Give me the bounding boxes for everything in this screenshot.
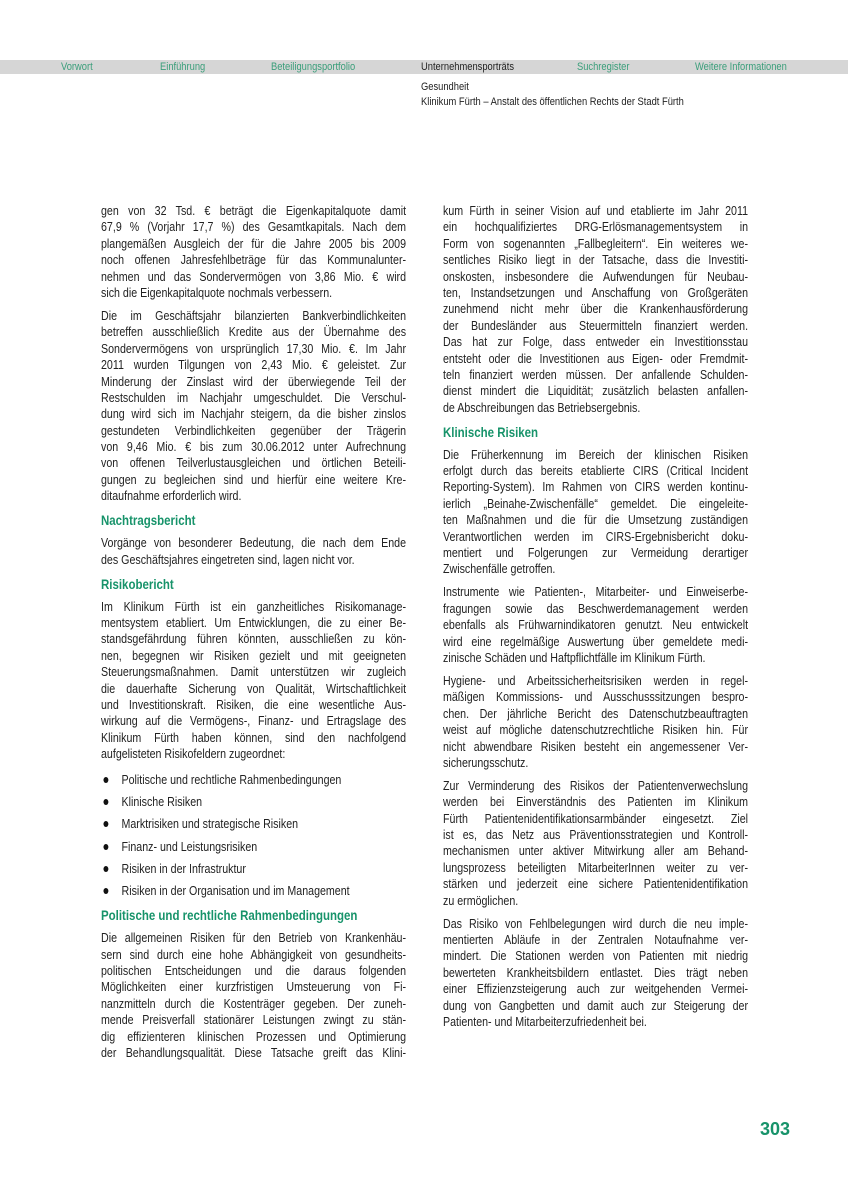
text-line: zu ermöglichen. (443, 892, 519, 908)
risk-field-list (101, 769, 406, 902)
text-line: standsgefährdung führen könnten, ausschließen zu kön- (101, 631, 407, 647)
text-line: wirkung auf die Vermögens-, Finanz- und Ertragslage des (101, 713, 407, 729)
text-line: Klinikum Fürth haben können, sind den nachfolgend (101, 729, 407, 745)
paragraph (443, 778, 748, 909)
text-line: Das Risiko von Fehlbelegungen wird durch die neu imple- (443, 915, 749, 931)
text-line: 67,9 % (Vorjahr 17,7 %) des Gesamtkapitals. Nach dem (101, 219, 407, 235)
text-line: Im Klinikum Fürth ist ein ganzheitliches Risikomanage- (101, 598, 407, 614)
text-line: Die allgemeinen Risiken für den Betrieb von Krankenhäu- (101, 930, 407, 946)
bullet-icon (103, 844, 108, 850)
nav-beteiligungsportfolio[interactable]: Beteiligungsportfolio (271, 61, 356, 73)
company-title: Klinikum Fürth – Anstalt des öffentlichen Rechts der Stadt Fürth (421, 96, 684, 108)
paragraph (443, 916, 748, 1031)
text-line: Hygiene- und Arbeitssicherheitsrisiken werden in regel- (443, 672, 749, 688)
text-line: mentsystem etabliert. Um Entwicklungen, die zu einer Be- (101, 614, 407, 630)
text-line: mentierten Abläufe in der Zentralen Notaufnahme ver- (443, 931, 749, 947)
text-line: noch offenen Jahresfehlbeträge für das Kommunalunter- (101, 252, 407, 268)
text-line: wird eine regelmäßige Auswertung über gemeldete medi- (443, 633, 749, 649)
text-line: politischen Entscheidungen und die daraus folgenden (101, 963, 407, 978)
text-line: sicherungsschutz. (443, 754, 529, 770)
text-line: Sondervermögens von ursprünglich 17,30 Mio. €. Im Jahr (101, 340, 407, 356)
text-line: gungen zu begleichen sind und hierfür eine weitere Kre- (101, 471, 407, 487)
bullet-icon (103, 866, 108, 872)
text-line: mindert. Die Stationen werden von Patienten mit niedrig (443, 948, 749, 964)
list-item-text: Klinische Risiken (121, 794, 203, 810)
text-line: fragungen sowie das Beschwerdemanagement werden (443, 600, 749, 616)
text-line: gen von 32 Tsd. € beträgt die Eigenkapitalquote damit (101, 203, 407, 218)
paragraph (101, 308, 406, 505)
list-item (101, 791, 406, 813)
text-line: nen, begegnen wir Risiken gezielt und mit geeigneten (101, 647, 407, 663)
text-line: der Behandlungsqualität. Diese Tatsache greift das Klini- (101, 1044, 407, 1060)
list-item-text: Marktrisiken und strategische Risiken (121, 816, 299, 832)
text-line: ein hochqualifiziertes DRG-Erlösmanagementsystem in (443, 219, 749, 235)
text-line: Die Früherkennung im Bereich der klinischen Risiken (443, 446, 749, 462)
nav-vorwort[interactable]: Vorwort (61, 61, 93, 73)
text-line: nanzmitteln durch die Kostenträger gegeben. Der zuneh- (101, 995, 407, 1011)
text-line: zinische Schäden und Haftpflichtfälle im Klinikum Fürth. (443, 649, 706, 665)
text-line: ebenfalls als Frühwarnindikatoren genutzt. Neu entwickelt (443, 617, 749, 633)
text-line: Minderung der Zinslast wird der überwiegende Teil der (101, 373, 407, 389)
text-line: ten, Instandsetzungen und Anschaffung von Großgeräten (443, 284, 749, 300)
text-line: mentiert und Folgerungen zur Vermeidung derartiger (443, 545, 749, 561)
paragraph (443, 584, 748, 666)
page-number: 303 (760, 1119, 791, 1139)
text-line: dung wird sich im Nachjahr steigern, da die bisher zinslos (101, 406, 407, 422)
text-line: ist es, das Netz aus Präventionsstrategien und Kontroll- (443, 827, 749, 843)
section-category: Gesundheit (421, 81, 469, 93)
text-line: dig effizienteren klinischen Prozessen und Optimierung (101, 1028, 407, 1044)
section-heading: Risikobericht (101, 575, 174, 592)
text-line: des Geschäftsjahres eingetreten sind, lagen nicht vor. (101, 551, 355, 567)
text-line: Verantwortlichen werden im CIRS-Ergebnisbericht doku- (443, 528, 749, 544)
text-line: Zur Verminderung des Risikos der Patientenverwechslung (443, 777, 749, 793)
text-line: gestundeten Verbindlichkeiten gegenüber der Trägerin (101, 422, 407, 438)
text-line: ditaufnahme erforderlich wird. (101, 488, 242, 504)
paragraph (101, 599, 406, 763)
text-line: Restschulden im Nachjahr umgeschuldet. Die Verschul- (101, 389, 407, 405)
text-line: Möglichkeiten einer kurzfristigen Umsteuerung von Fi- (101, 979, 407, 995)
section-heading: Nachtragsbericht (101, 512, 196, 529)
text-line: Patienten- und Mitarbeiterzufriedenheit bei. (443, 1013, 647, 1029)
list-item (101, 769, 406, 791)
bullet-icon (103, 799, 108, 805)
list-item (101, 836, 406, 858)
text-line: weist auf mögliche datenschutzrechtliche Risiken hin. Für (443, 722, 749, 738)
text-line: Das hat zur Folge, dass entweder ein Investitionsstau (443, 334, 749, 350)
paragraph (443, 203, 748, 416)
list-item-text: Politische und rechtliche Rahmenbedingungen (121, 772, 342, 788)
nav-suchregister[interactable]: Suchregister (577, 61, 630, 73)
text-line: betreffen ausschließlich Kredite aus der Übernahme des (101, 324, 407, 340)
text-line: mechanismen unter aktiver Mitwirkung aller am Behand- (443, 843, 749, 859)
list-item-text: Risiken in der Organisation und im Management (121, 883, 350, 899)
text-line: ierlich „Beinahe-Zwischenfälle“ gemeldet. Die eingeleite- (443, 495, 749, 511)
section-heading: Politische und rechtliche Rahmenbedingungen (101, 907, 358, 924)
paragraph (443, 673, 748, 771)
text-line: de Abschreibungen das Betriebsergebnis. (443, 399, 641, 415)
text-line: Instrumente wie Patienten-, Mitarbeiter- und Einweiserbe- (443, 584, 749, 600)
text-line: mende Preisverfall stationärer Leistungen zwingt zu stän- (101, 1012, 407, 1028)
text-line: ten Maßnahmen und die für die Umsetzung zuständigen (443, 512, 749, 528)
text-line: onskosten, insbesondere die Aufwendungen für Neubau- (443, 268, 749, 284)
text-line: chen. Der jährliche Bericht des Datenschutzbeauftragten (443, 705, 749, 721)
text-line: zunehmend nicht mehr über die Krankenhausförderung (443, 301, 749, 317)
bullet-icon (103, 888, 108, 894)
text-line: Zwischenfälle getroffen. (443, 561, 556, 577)
text-line: sich die Eigenkapitalquote nochmals verbessern. (101, 284, 333, 300)
text-line: einer Effizienzsteigerung auch zur weitgehenden Vermei- (443, 981, 749, 997)
nav-weitere-informationen[interactable]: Weitere Informationen (695, 61, 787, 73)
list-item-text: Risiken in der Infrastruktur (121, 860, 246, 876)
text-line: von 9,46 Mio. € bis zum 30.06.2012 unter Aufrechnung (101, 439, 407, 455)
list-item-text: Finanz- und Leistungsrisiken (121, 838, 258, 854)
text-line: nehmen und das Sondervermögen von 3,86 Mio. € wird (101, 268, 407, 284)
text-line: 2011 wurden Tilgungen von 2,43 Mio. € geleistet. Zur (101, 357, 407, 373)
text-line: entsteht oder die Investitionen aus Eigen- oder Fremdmit- (443, 350, 749, 366)
text-line: teln finanziert werden müssen. Der anfallende Schulden- (443, 366, 749, 382)
text-line: und Investitionskraft. Risiken, die eine wesentliche Aus- (101, 696, 407, 712)
text-line: kum Fürth in seiner Vision auf und etablierte im Jahr 2011 (443, 203, 749, 218)
text-line: dienst mindert die Liquidität; zusätzlich belasten anfallen- (443, 383, 749, 399)
text-line: von offenen Teilverlustausgleichen und örtlichen Beteili- (101, 455, 407, 471)
list-item (101, 858, 406, 880)
text-line: plangemäßen Ausgleich der für die Jahre 2005 bis 2009 (101, 235, 407, 251)
list-item (101, 880, 406, 902)
text-line: die dauerhafte Sicherung von Qualität, Wirtschaftlichkeit (101, 680, 407, 696)
paragraph (101, 203, 406, 301)
text-line: stärken und jederzeit eine sichere Patientenidentifikation (443, 876, 749, 892)
text-line: Reporting-System). Im Rahmen von CIRS werden kontinu- (443, 479, 749, 495)
text-line: erfolgt durch das bereits etablierte CIRS (Critical Incident (443, 463, 749, 479)
text-line: Steuerungsmaßnahmen. Damit unterstützen wir zugleich (101, 664, 407, 680)
list-item (101, 813, 406, 835)
text-line: der Bundesländer aus Steuermitteln finanziert werden. (443, 317, 749, 333)
top-navigation-bar (0, 60, 848, 74)
text-line: Form von sogenannten „Fallbegleitern“. Ein weiteres we- (443, 235, 749, 251)
paragraph (101, 535, 406, 568)
text-line: dung von Gangbetten und damit auch zur Steigerung der (443, 997, 749, 1013)
bullet-icon (103, 777, 108, 783)
text-line: Die im Geschäftsjahr bilanzierten Bankverbindlichkeiten (101, 307, 407, 323)
section-heading: Klinische Risiken (443, 423, 539, 440)
right-text-column (443, 203, 748, 1037)
text-line: bewerteten Krankheitsbildern entlastet. Dies trägt neben (443, 964, 749, 980)
text-line: nicht abwendbare Risiken besteht ein angemessener Ver- (443, 738, 749, 754)
bullet-icon (103, 821, 108, 827)
paragraph (443, 447, 748, 578)
text-line: mäßigen Kommissions- und Ausschusssitzungen bespro- (443, 689, 749, 705)
text-line: lungsprozess beteiligten MitarbeiterInnen weiter zu ver- (443, 859, 749, 875)
text-line: aufgelisteten Risikofeldern zugeordnet: (101, 746, 286, 762)
text-line: Vorgänge von besonderer Bedeutung, die nach dem Ende (101, 535, 407, 551)
text-line: Fürth Patientenidentifikationsarmbänder eingesetzt. Ziel (443, 810, 749, 826)
paragraph (101, 930, 406, 1061)
nav-unternehmensportraets[interactable]: Unternehmensporträts (421, 61, 515, 73)
left-text-column (101, 203, 406, 1068)
text-line: sentliches Risiko liegt in der Tatsache, dass die Investiti- (443, 252, 749, 268)
text-line: sern sind durch eine hohe Abhängigkeit von gesundheits- (101, 946, 407, 962)
nav-einfuehrung[interactable]: Einführung (160, 61, 206, 73)
text-line: werden bei Einverständnis des Patienten im Klinikum (443, 794, 749, 810)
